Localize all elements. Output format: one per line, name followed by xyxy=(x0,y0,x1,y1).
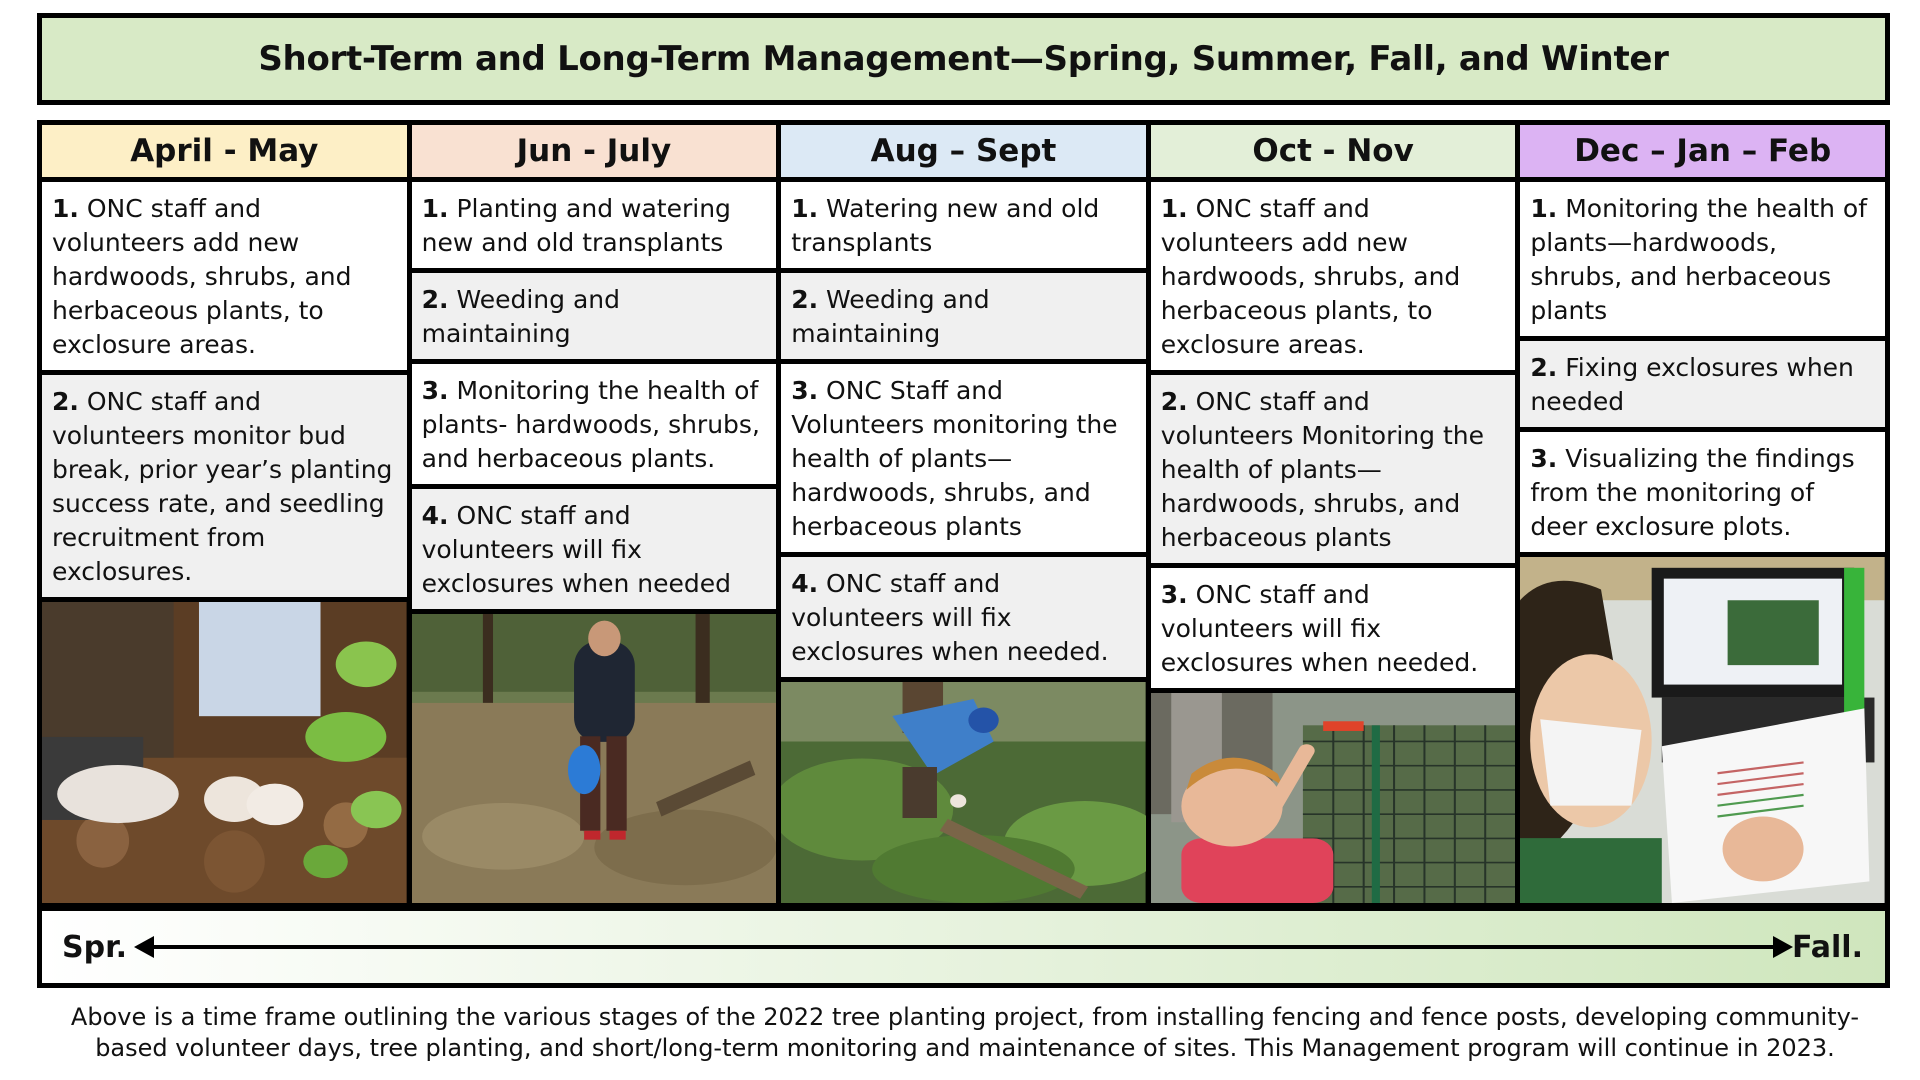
timeline-end-label: Fall. xyxy=(1792,929,1863,965)
item-number: 1. xyxy=(791,194,819,223)
column-aug-sept xyxy=(781,125,1146,903)
column-dec-jan-feb xyxy=(1520,125,1885,903)
item-text: ONC staff and volunteers will fix exclosures when needed. xyxy=(791,569,1109,666)
fence-repair-photo xyxy=(1151,693,1516,903)
item-text: ONC staff and volunteers will fix exclosures when needed xyxy=(421,501,732,598)
season-timeline xyxy=(37,906,1890,988)
list-item xyxy=(412,364,777,484)
list-item xyxy=(1520,432,1885,552)
item-number: 3. xyxy=(791,376,819,405)
column-header: April - May xyxy=(42,125,407,177)
item-number: 1. xyxy=(52,194,79,223)
item-number: 3. xyxy=(1160,580,1188,609)
item-number: 2. xyxy=(1530,353,1558,382)
item-text: ONC staff and volunteers will fix exclosures when needed. xyxy=(1160,580,1479,677)
item-number: 1. xyxy=(1530,194,1558,223)
list-item xyxy=(42,182,407,370)
item-number: 1. xyxy=(421,194,449,223)
list-item xyxy=(42,375,407,597)
list-item xyxy=(412,273,777,359)
list-item xyxy=(1520,182,1885,336)
item-text: ONC staff and volunteers add new hardwoods, shrubs, and herbaceous plants, to exclosure areas. xyxy=(52,194,352,359)
page-title: Short-Term and Long-Term Management—Spring, Summer, Fall, and Winter xyxy=(258,39,1669,79)
item-number: 2. xyxy=(52,387,79,416)
item-text: ONC staff and volunteers add new hardwoods, shrubs, and herbaceous plants, to exclosure areas. xyxy=(1160,194,1461,359)
list-item xyxy=(1151,375,1516,563)
timeline-start-label: Spr. xyxy=(62,929,127,965)
column-header: Dec – Jan – Feb xyxy=(1520,125,1885,177)
list-item xyxy=(1520,341,1885,427)
item-text: ONC Staff and Volunteers monitoring the health of plants—hardwoods, shrubs, and herbaceous plants xyxy=(791,376,1118,541)
column-jun-july xyxy=(412,125,777,903)
item-number: 1. xyxy=(1160,194,1188,223)
item-text: ONC staff and volunteers monitor bud break, prior year’s planting success rate, and seedling recruitment from exclosures. xyxy=(52,387,393,586)
item-text: Planting and watering new and old transplants xyxy=(421,194,731,257)
list-item xyxy=(781,182,1146,268)
list-item xyxy=(1151,568,1516,688)
column-oct-nov xyxy=(1151,125,1516,903)
item-text: Weeding and maintaining xyxy=(791,285,990,348)
item-number: 2. xyxy=(1160,387,1188,416)
column-april-may xyxy=(42,125,407,903)
item-text: Weeding and maintaining xyxy=(421,285,620,348)
watering-can-photo xyxy=(412,614,777,903)
title-banner xyxy=(37,13,1890,105)
schedule-grid xyxy=(37,120,1890,908)
caption: Above is a time frame outlining the various stages of the 2022 tree planting project, from installing fencing and fence posts, developing community-based volunteer days, tree planting, and short/long-term monitoring and maintenance of sites. This Management program will continue in 2023. xyxy=(70,1003,1860,1062)
item-text: Fixing exclosures when needed xyxy=(1530,353,1854,416)
item-number: 2. xyxy=(421,285,449,314)
list-item xyxy=(781,364,1146,552)
double-arrow-icon xyxy=(152,945,1775,949)
list-item xyxy=(412,182,777,268)
column-header: Oct - Nov xyxy=(1151,125,1516,177)
item-number: 4. xyxy=(421,501,449,530)
list-item xyxy=(781,273,1146,359)
weeding-photo xyxy=(781,682,1146,903)
item-text: Monitoring the health of plants—hardwoods, shrubs, and herbaceous plants xyxy=(1530,194,1868,325)
item-number: 2. xyxy=(791,285,819,314)
item-number: 3. xyxy=(1530,444,1558,473)
item-number: 4. xyxy=(791,569,819,598)
list-item xyxy=(412,489,777,609)
item-text: ONC staff and volunteers Monitoring the health of plants—hardwoods, shrubs, and herbaceous plants xyxy=(1160,387,1484,552)
item-text: Visualizing the findings from the monitoring of deer exclosure plots. xyxy=(1530,444,1855,541)
item-text: Monitoring the health of plants- hardwoods, shrubs, and herbaceous plants. xyxy=(421,376,760,473)
column-header: Aug – Sept xyxy=(781,125,1146,177)
item-number: 3. xyxy=(421,376,449,405)
item-text: Watering new and old transplants xyxy=(791,194,1100,257)
list-item xyxy=(781,557,1146,677)
list-item xyxy=(1151,182,1516,370)
planting-hands-photo xyxy=(42,602,407,903)
laptop-data-photo xyxy=(1520,557,1885,903)
column-header: Jun - July xyxy=(412,125,777,177)
